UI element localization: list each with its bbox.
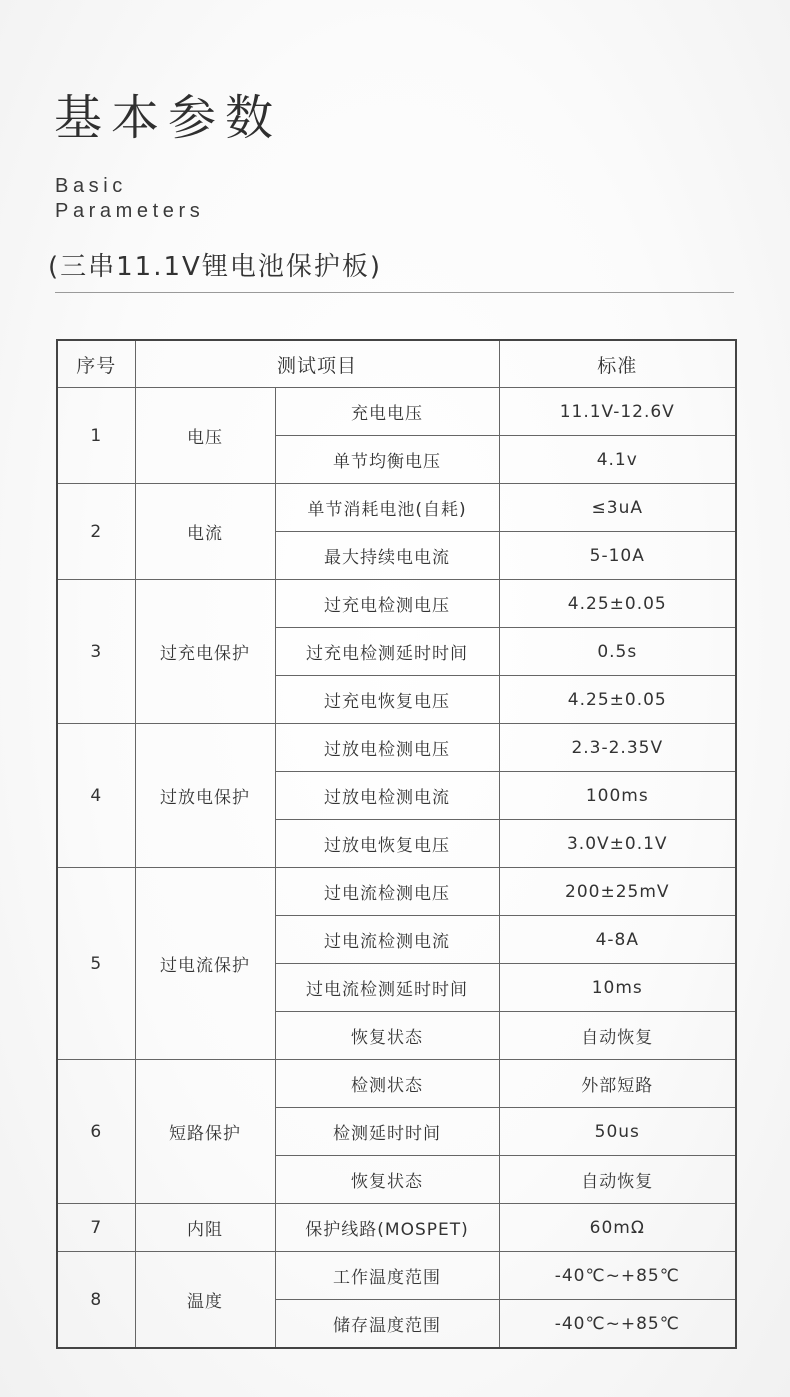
category-cell: 电流 xyxy=(135,484,275,580)
table-row xyxy=(57,1204,736,1252)
test-item-cell: 储存温度范围 xyxy=(275,1300,499,1349)
test-item-cell: 恢复状态 xyxy=(275,1012,499,1060)
category-cell: 过充电保护 xyxy=(135,580,275,724)
row-number: 8 xyxy=(57,1252,135,1349)
standard-cell: -40℃~+85℃ xyxy=(499,1252,736,1300)
test-item-cell: 保护线路(MOSPET) xyxy=(275,1204,499,1252)
standard-cell: 自动恢复 xyxy=(499,1012,736,1060)
standard-cell: 4.25±0.05 xyxy=(499,580,736,628)
standard-cell: 4-8A xyxy=(499,916,736,964)
table-row xyxy=(57,1252,736,1300)
subtitle-line-2: Parameters xyxy=(55,200,205,222)
header-number: 序号 xyxy=(57,340,135,388)
test-item-cell: 过放电恢复电压 xyxy=(275,820,499,868)
standard-cell: 60mΩ xyxy=(499,1204,736,1252)
table-row xyxy=(57,388,736,436)
test-item-cell: 检测状态 xyxy=(275,1060,499,1108)
standard-cell: 4.25±0.05 xyxy=(499,676,736,724)
row-number: 4 xyxy=(57,724,135,868)
category-cell: 短路保护 xyxy=(135,1060,275,1204)
standard-cell: 10ms xyxy=(499,964,736,1012)
category-cell: 内阻 xyxy=(135,1204,275,1252)
table-body xyxy=(57,388,736,1349)
category-cell: 电压 xyxy=(135,388,275,484)
table-row xyxy=(57,484,736,532)
test-item-cell: 单节消耗电池(自耗) xyxy=(275,484,499,532)
standard-cell: 5-10A xyxy=(499,532,736,580)
table-header-row xyxy=(57,340,736,388)
standard-cell: 自动恢复 xyxy=(499,1156,736,1204)
standard-cell: 11.1V-12.6V xyxy=(499,388,736,436)
row-number: 7 xyxy=(57,1204,135,1252)
test-item-cell: 过电流检测延时时间 xyxy=(275,964,499,1012)
test-item-cell: 过放电检测电流 xyxy=(275,772,499,820)
test-item-cell: 恢复状态 xyxy=(275,1156,499,1204)
standard-cell: 200±25mV xyxy=(499,868,736,916)
standard-cell: 3.0V±0.1V xyxy=(499,820,736,868)
page-title: 基本参数 xyxy=(54,90,283,146)
standard-cell: ≤3uA xyxy=(499,484,736,532)
product-heading: (三串11.1V锂电池保护板) xyxy=(48,252,382,282)
standard-cell: -40℃~+85℃ xyxy=(499,1300,736,1349)
test-item-cell: 单节均衡电压 xyxy=(275,436,499,484)
table-row xyxy=(57,580,736,628)
standard-cell: 外部短路 xyxy=(499,1060,736,1108)
table-row xyxy=(57,1060,736,1108)
standard-cell: 0.5s xyxy=(499,628,736,676)
table-row xyxy=(57,868,736,916)
category-cell: 过电流保护 xyxy=(135,868,275,1060)
test-item-cell: 过电流检测电压 xyxy=(275,868,499,916)
test-item-cell: 过充电恢复电压 xyxy=(275,676,499,724)
row-number: 6 xyxy=(57,1060,135,1204)
row-number: 1 xyxy=(57,388,135,484)
test-item-cell: 充电电压 xyxy=(275,388,499,436)
test-item-cell: 工作温度范围 xyxy=(275,1252,499,1300)
test-item-cell: 过电流检测电流 xyxy=(275,916,499,964)
header-test-item: 测试项目 xyxy=(135,340,499,388)
heading-divider xyxy=(55,292,734,293)
standard-cell: 100ms xyxy=(499,772,736,820)
standard-cell: 4.1v xyxy=(499,436,736,484)
category-cell: 温度 xyxy=(135,1252,275,1349)
category-cell: 过放电保护 xyxy=(135,724,275,868)
header-standard: 标准 xyxy=(499,340,736,388)
test-item-cell: 最大持续电电流 xyxy=(275,532,499,580)
test-item-cell: 检测延时时间 xyxy=(275,1108,499,1156)
row-number: 3 xyxy=(57,580,135,724)
test-item-cell: 过放电检测电压 xyxy=(275,724,499,772)
standard-cell: 2.3-2.35V xyxy=(499,724,736,772)
test-item-cell: 过充电检测电压 xyxy=(275,580,499,628)
subtitle-line-1: Basic xyxy=(55,175,127,197)
row-number: 2 xyxy=(57,484,135,580)
table-row xyxy=(57,724,736,772)
row-number: 5 xyxy=(57,868,135,1060)
standard-cell: 50us xyxy=(499,1108,736,1156)
parameters-table xyxy=(56,339,737,1349)
test-item-cell: 过充电检测延时时间 xyxy=(275,628,499,676)
